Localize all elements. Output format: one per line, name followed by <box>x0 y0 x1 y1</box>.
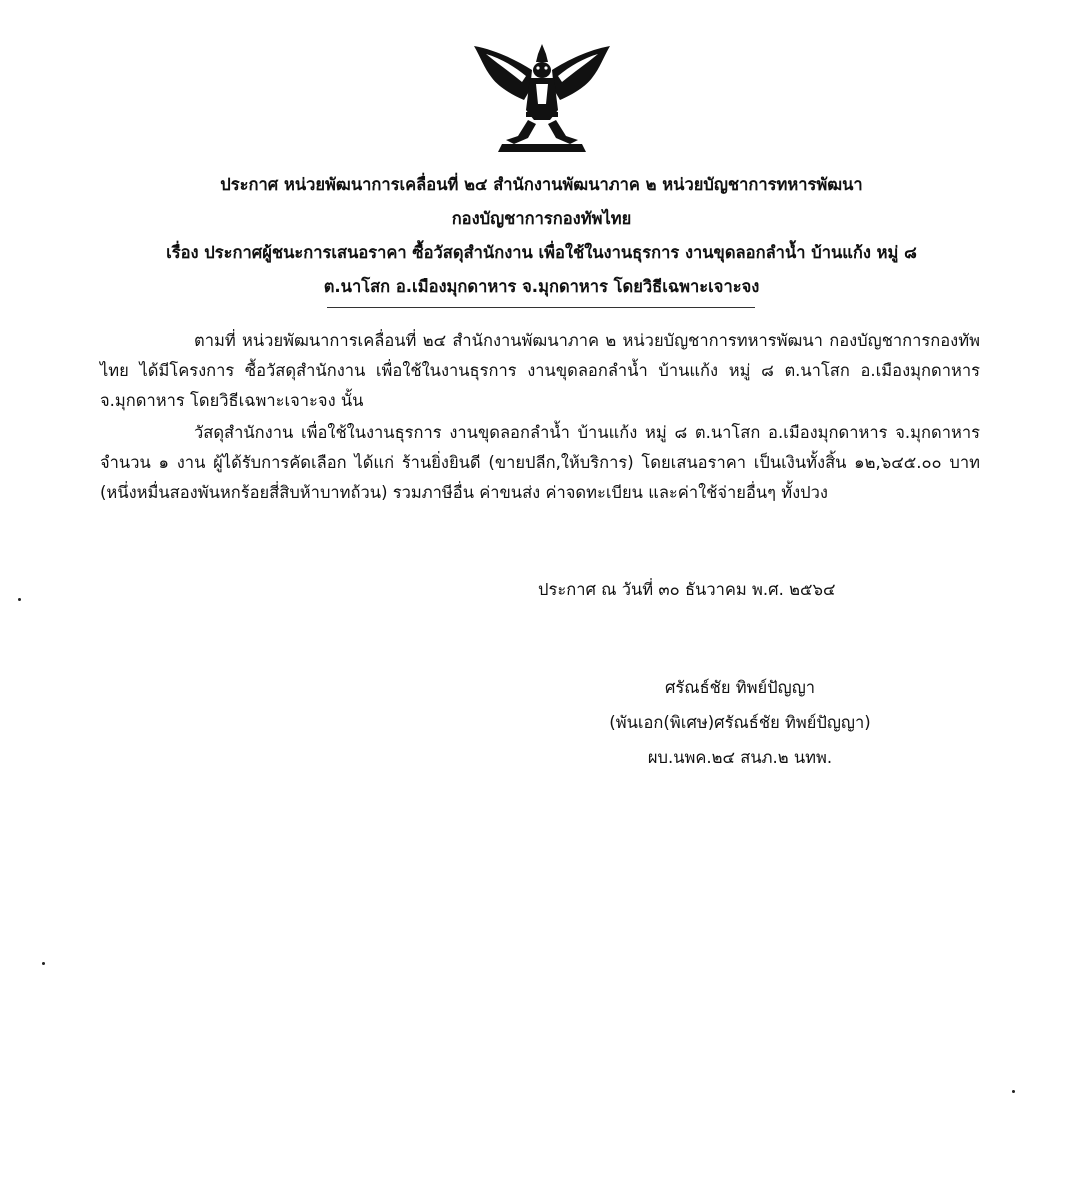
paragraph-2-text: วัสดุสำนักงาน เพื่อใช้ในงานธุรการ งานขุดลอกลำน้ำ บ้านแก้ง หมู่ ๘ ต.นาโสก อ.เมืองมุกดาหาร จ.มุกดาหาร จำนวน ๑ งาน ผู้ได้รับการคัดเลือก ได้แก่ ร้านยิ่งยินดี (ขายปลีก,ให้บริการ) โดยเสนอราคา เป็นเงินทั้งสิ้น ๑๒,๖๔๕.๐๐ บาท (หนึ่งหมื่นสองพันหกร้อยสี่สิบห้าบาทถ้วน) รวมภาษีอื่น ค่าขนส่ง ค่าจดทะเบียน และค่าใช้จ่ายอื่นๆ ทั้งปวง <box>100 423 980 502</box>
announcement-date: ประกาศ ณ วันที่ ๓๐ ธันวาคม พ.ศ. ๒๕๖๔ <box>538 580 836 599</box>
header-line-2: กองบัญชาการกองทัพไทย <box>451 209 632 228</box>
garuda-emblem-icon <box>466 40 618 155</box>
paragraph-1-text: ตามที่ หน่วยพัฒนาการเคลื่อนที่ ๒๔ สำนักงานพัฒนาภาค ๒ หน่วยบัญชาการทหารพัฒนา กองบัญชาการกองทัพไทย ได้มีโครงการ ซื้อวัสดุสำนักงาน เพื่อใช้ในงานธุรการ งานขุดลอกลำน้ำ บ้านแก้ง หมู่ ๘ ต.นาโสก อ.เมืองมุกดาหาร จ.มุกดาหาร โดยวิธีเฉพาะเจาะจง นั้น <box>100 331 980 410</box>
signature-position: ผบ.นพค.๒๔ สนภ.๒ นทพ. <box>647 748 833 767</box>
signature-full-name: (พันเอก(พิเศษ)ศรัณธ์ชัย ทิพย์ปัญญา) <box>609 713 871 732</box>
signature-name: ศรัณธ์ชัย ทิพย์ปัญญา <box>664 678 816 697</box>
scan-speck <box>42 962 45 965</box>
body-paragraph-1 <box>100 326 980 416</box>
header-subject-line-2: ต.นาโสก อ.เมืองมุกดาหาร จ.มุกดาหาร โดยวิธีเฉพาะเจาะจง <box>323 277 760 296</box>
header-subject-line: เรื่อง ประกาศผู้ชนะการเสนอราคา ซื้อวัสดุสำนักงาน เพื่อใช้ในงานธุรการ งานขุดลอกลำน้ำ บ้านแก้ง หมู่ ๘ <box>166 243 917 262</box>
announcement-header <box>60 168 1023 304</box>
scan-speck <box>18 598 21 601</box>
header-divider <box>327 307 755 308</box>
header-line-1: ประกาศ หน่วยพัฒนาการเคลื่อนที่ ๒๔ สำนักงานพัฒนาภาค ๒ หน่วยบัญชาการทหารพัฒนา <box>220 175 863 194</box>
scan-speck <box>1012 1090 1015 1093</box>
body-paragraph-2 <box>100 418 980 508</box>
